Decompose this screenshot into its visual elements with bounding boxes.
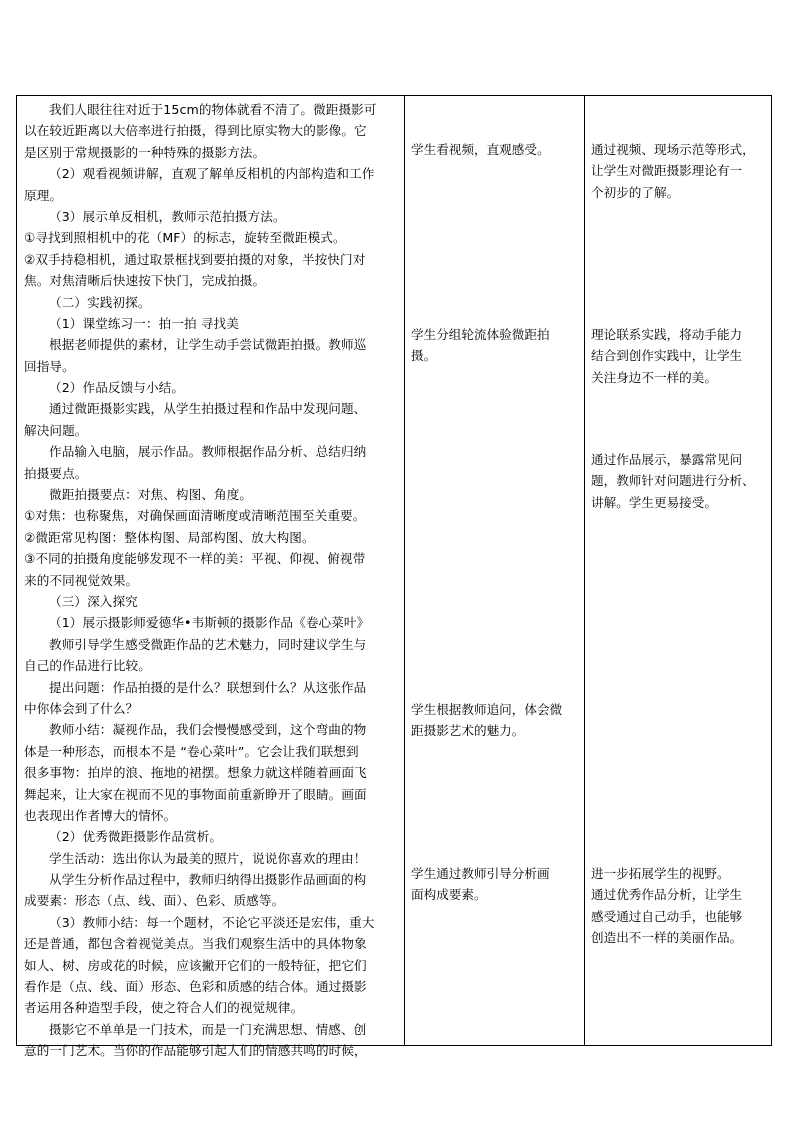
content-line: （3）展示单反相机，教师示范拍摄方法。 [49,208,286,224]
content-line: （1）课堂练习一：拍一拍 寻找美 [49,315,239,331]
content-line: 焦。对焦清晰后快速按下快门，完成拍摄。 [24,273,266,289]
content-line: 成要素：形态（点、线、面）、色彩、质感等。 [24,893,285,909]
design-intent-line: 关注身边不一样的美。 [591,369,717,385]
content-line: 我们人眼往往对近于15cm的物体就看不清了。微距摄影可 [49,102,377,117]
content-line: 微距拍摄要点：对焦、构图、角度。 [49,487,253,503]
student-activity-cell [411,863,580,906]
content-line: 体是一种形态，而根本不是 “卷心菜叶”。它会让我们联想到 [24,743,359,759]
design-intent-line: 通过作品展示，暴露常见问 [591,452,743,467]
content-line: 舞起来，让大家在视而不见的事物面前重新睁开了眼睛。画面 [24,786,367,802]
content-line: （二）实践初探。 [49,294,151,310]
content-line: 还是普通，都包含着视觉美点。当我们观察生活中的具体物象 [24,936,367,952]
content-line: 教师小结：凝视作品，我们会慢慢感受到，这个弯曲的物 [49,722,367,738]
teaching-content-column [17,96,405,1059]
content-line: ②双手持稳相机，通过取景框找到要拍摄的对象，半按快门对 [24,251,366,267]
content-line: 从学生分析作品过程中，教师归纳得出摄影作品画面的构 [49,872,367,888]
content-line: 学生活动：选出你认为最美的照片，说说你喜欢的理由！ [49,850,367,866]
content-line: 通过微距摄影实践，从学生拍摄过程和作品中发现问题、 [49,401,367,417]
design-intent-column [585,96,771,1045]
content-line: 以在较近距离以大倍率进行拍摄，得到比原实物大的影像。它 [24,123,367,139]
design-intent-line: 感受通过自己动手，也能够 [591,908,743,924]
student-activity-line: 距摄影艺术的魅力。 [411,723,525,739]
design-intent-line: 结合到创作实践中，让学生 [591,348,743,364]
content-line: 原理。 [24,187,63,203]
content-line: 提出问题：作品拍摄的是什么？联想到什么？从这张作品 [49,679,367,695]
design-intent-line: 通过优秀作品分析，让学生 [591,887,743,903]
lesson-plan-table [16,95,772,1059]
content-line: 意的一门艺术。当你的作品能够引起人们的情感共鸣的时候， [24,1043,367,1059]
content-line: 拍摄要点。 [24,465,88,481]
content-line: ③不同的拍摄角度能够发现不一样的美：平视、仰视、俯视带 [24,551,366,567]
content-line: ①对焦：也称聚焦，对确保画面清晰度或清晰范围至关重要。 [24,508,366,524]
student-activity-line: 学生看视频，直观感受。 [411,142,550,157]
design-intent-line: 个初步的了解。 [591,184,680,200]
student-activity-line: 摄。 [411,348,437,364]
student-activity-line: 学生根据教师追问，体会微 [411,702,563,717]
content-line: 中你体会到了什么？ [24,700,139,716]
student-activity-cell [411,324,580,367]
content-line: 摄影它不单单是一门技术，而是一门充满思想、情感、创 [49,1021,367,1037]
content-line: （1）展示摄影师爱德华•韦斯顿的摄影作品《卷心菜叶》 [49,615,370,631]
content-line: 很多事物：拍岸的浪、拖地的裙摆。想象力就这样随着画面飞 [24,765,367,781]
design-intent-cell [591,139,767,203]
content-line: 者运用各种造型手段，使之符合人们的视觉规律。 [24,1000,304,1016]
student-activity-line: 面构成要素。 [411,887,487,903]
content-line: 教师引导学生感受微距作品的艺术魅力，同时建议学生与 [49,636,367,652]
content-line: 解决问题。 [24,422,88,438]
design-intent-line: 讲解。学生更易接受。 [591,494,717,510]
content-line: （2）观看视频讲解，直观了解单反相机的内部构造和工作 [49,166,375,182]
student-activity-line: 学生通过教师引导分析画 [411,866,550,881]
student-activity-line: 学生分组轮流体验微距拍 [411,327,550,342]
content-line: 作品输入电脑，展示作品。教师根据作品分析、总结归纳 [49,444,367,460]
content-line: ①寻找到照相机中的花（MF）的标志，旋转至微距模式。 [24,230,346,246]
design-intent-line: 通过视频、现场示范等形式， [591,142,755,157]
content-line: ②微距常见构图：整体构图、局部构图、放大构图。 [24,529,315,545]
student-activity-column [405,96,585,1045]
content-line: 来的不同视觉效果。 [24,572,139,588]
content-line: （2）作品反馈与小结。 [49,380,185,396]
design-intent-cell [591,863,767,949]
content-line: 也表现出作者博大的情怀。 [24,807,177,823]
content-line: （3）教师小结：每一个题材，不论它平淡还是宏伟，重大 [49,914,375,930]
student-activity-cell [411,699,580,742]
content-line: （三）深入探究 [49,593,138,609]
design-intent-cell [591,449,767,513]
design-intent-line: 创造出不一样的美丽作品。 [591,930,743,946]
design-intent-line: 题，教师针对问题进行分析、 [591,473,755,489]
design-intent-line: 理论联系实践，将动手能力 [591,327,743,342]
content-line: 如人、树、房或花的时候，应该撇开它们的一般特征，把它们 [24,957,367,973]
design-intent-line: 让学生对微距摄影理论有一 [591,163,743,179]
content-line: 回指导。 [24,358,75,374]
content-line: 自己的作品进行比较。 [24,658,151,674]
content-line: 看作是（点、线、面）形态、色彩和质感的结合体。通过摄影 [24,979,367,995]
design-intent-line: 进一步拓展学生的视野。 [591,866,730,881]
design-intent-cell [591,324,767,388]
content-line: （2）优秀微距摄影作品赏析。 [49,829,223,845]
student-activity-cell [411,139,580,160]
content-line: 根据老师提供的素材，让学生动手尝试微距拍摄。教师巡 [49,337,367,353]
content-line: 是区别于常规摄影的一种特殊的摄影方法。 [24,144,266,160]
